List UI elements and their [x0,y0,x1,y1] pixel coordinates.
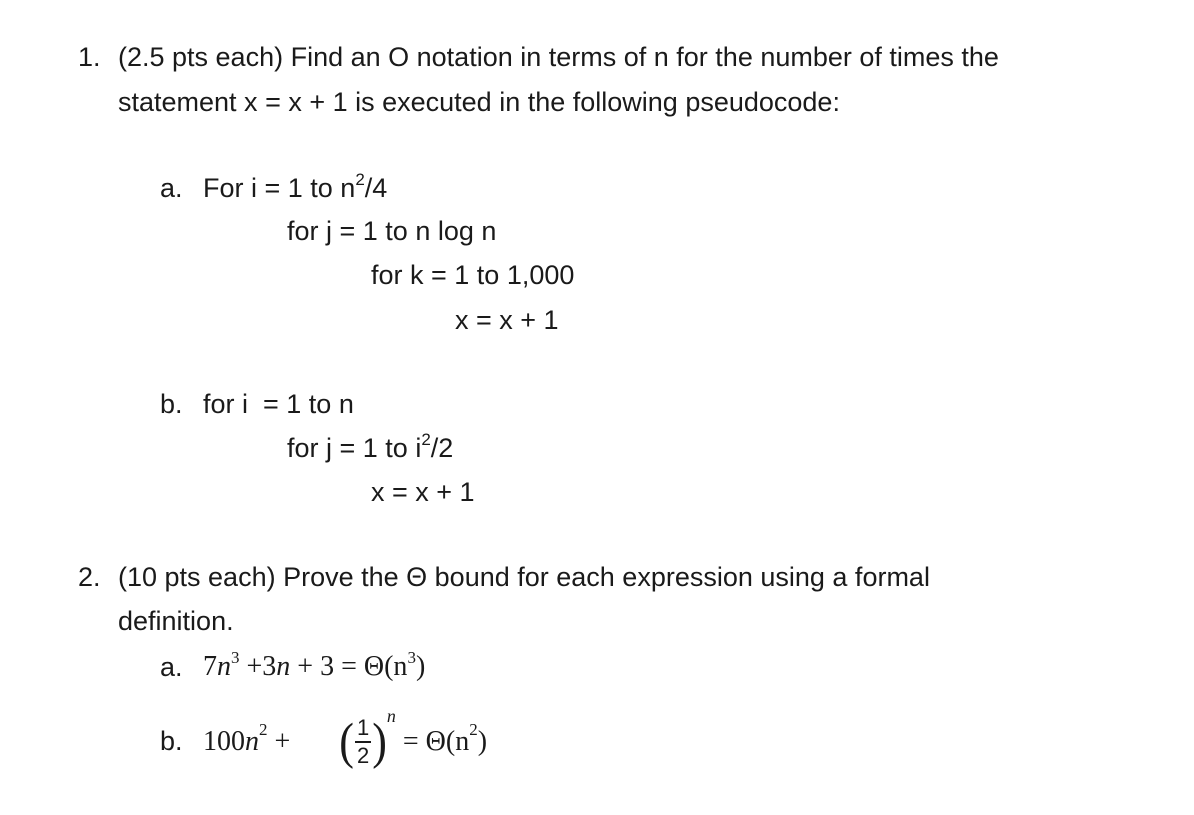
q1-number: 1. [78,42,101,72]
q1b-loop2: for j = 1 to $i^2/2$ [287,430,454,463]
q1b-loop1: for i = 1 to n [203,389,354,419]
q1-line1: (2.5 pts each) Find an O notation in terms of n for the number of times the [118,42,999,72]
q2b-label: b. [160,726,183,756]
q2b-fraction-power: ( $\frac{1}{2}$ )$^n$ [339,706,396,770]
q1b-statement: x = x + 1 [371,477,475,507]
q1a-loop3: for k = 1 to 1,000 [371,260,575,290]
q1a-label: a. [160,173,183,203]
q2-line1: (10 pts each) Prove the Θ bound for each expression using a formal [118,562,930,592]
q2a-expression: $7n^3 +3n + 3 = \Theta(n^3)$ [203,648,426,682]
q1a-loop1: For i = 1 to $n^2/4$ [203,170,388,203]
q1b-label: b. [160,389,183,419]
q1-line2: statement x = x + 1 is executed in the following pseudocode: [118,87,840,117]
q1a-loop2: for j = 1 to n log n [287,216,497,246]
q1a-statement: x = x + 1 [455,305,559,335]
q2a-label: a. [160,652,183,682]
q2-line2: definition. [118,606,234,636]
q2-number: 2. [78,562,101,592]
q2b-expression: 100 n $^2$ + ( $\frac{1}{2}$ )$^n$ = Θ(n $^2$ ) [203,702,487,782]
